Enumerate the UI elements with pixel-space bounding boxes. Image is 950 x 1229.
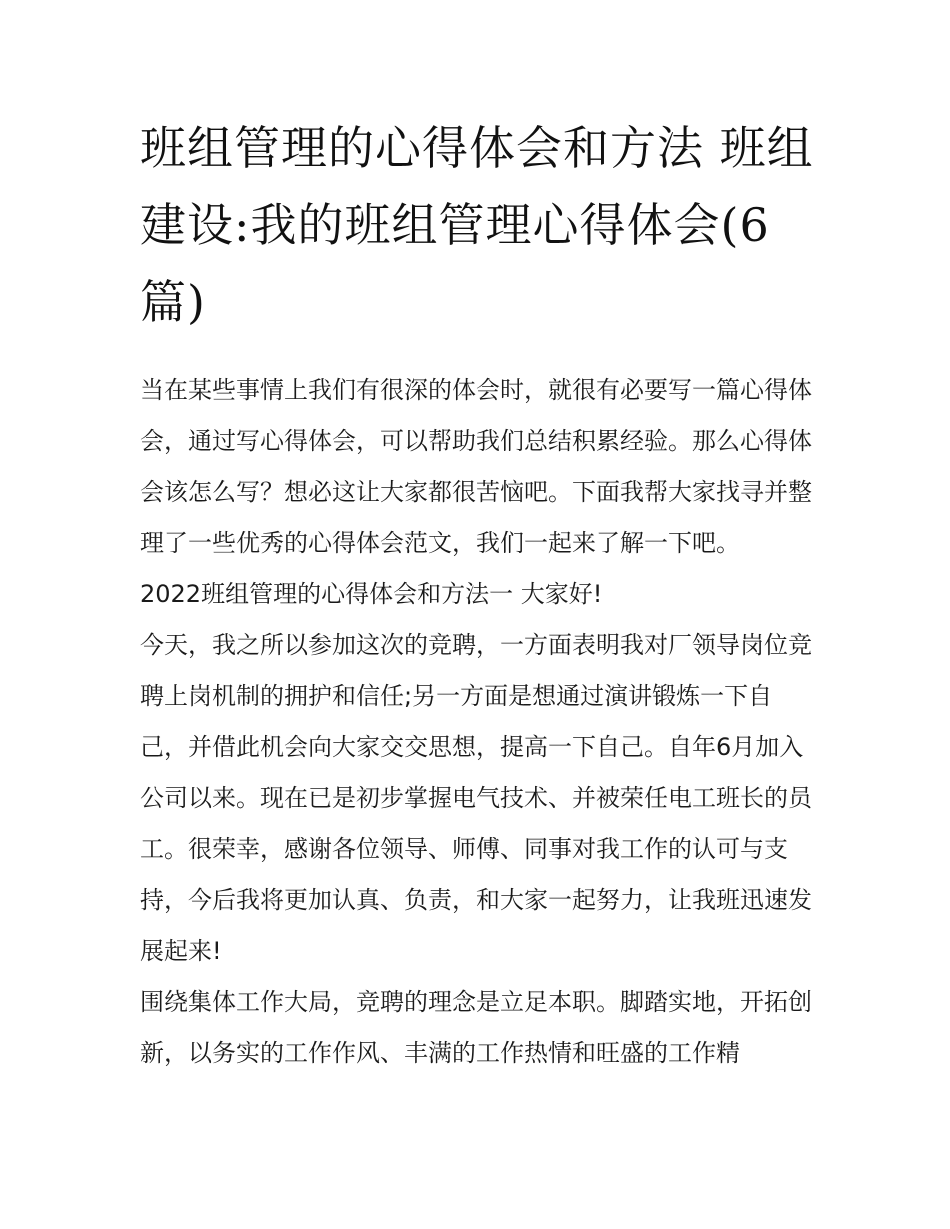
body-paragraph-2: 围绕集体工作大局，竞聘的理念是立足本职。脚踏实地，开拓创新，以务实的工作作风、丰满的工作热情和旺盛的工作精 — [140, 988, 812, 1067]
body-paragraph-1: 今天，我之所以参加这次的竞聘，一方面表明我对厂领导岗位竞聘上岗机制的拥护和信任;另一方面是想通过演讲锻炼一下自己，并借此机会向大家交交思想，提高一下自己。自年6月加入公司以来。现在已是初步掌握电气技术、并被荣任电工班长的员工。很荣幸，感谢各位领导、师傅、同事对我工作的认可与支持，今后我将更加认真、负责，和大家一起努力，让我班迅速发展起来! — [140, 631, 812, 965]
document-title: 班组管理的心得体会和方法 班组建设:我的班组管理心得体会(6篇) — [140, 121, 814, 329]
document-body — [140, 110, 816, 1079]
section-heading: 2022班组管理的心得体会和方法一 大家好! — [140, 580, 603, 608]
intro-paragraph: 当在某些事情上我们有很深的体会时，就很有必要写一篇心得体会，通过写心得体会，可以帮助我们总结积累经验。那么心得体会该怎么写？想必这让大家都很苦恼吧。下面我帮大家找寻并整理了一些优秀的心得体会范文，我们一起来了解一下吧。 — [140, 376, 812, 557]
